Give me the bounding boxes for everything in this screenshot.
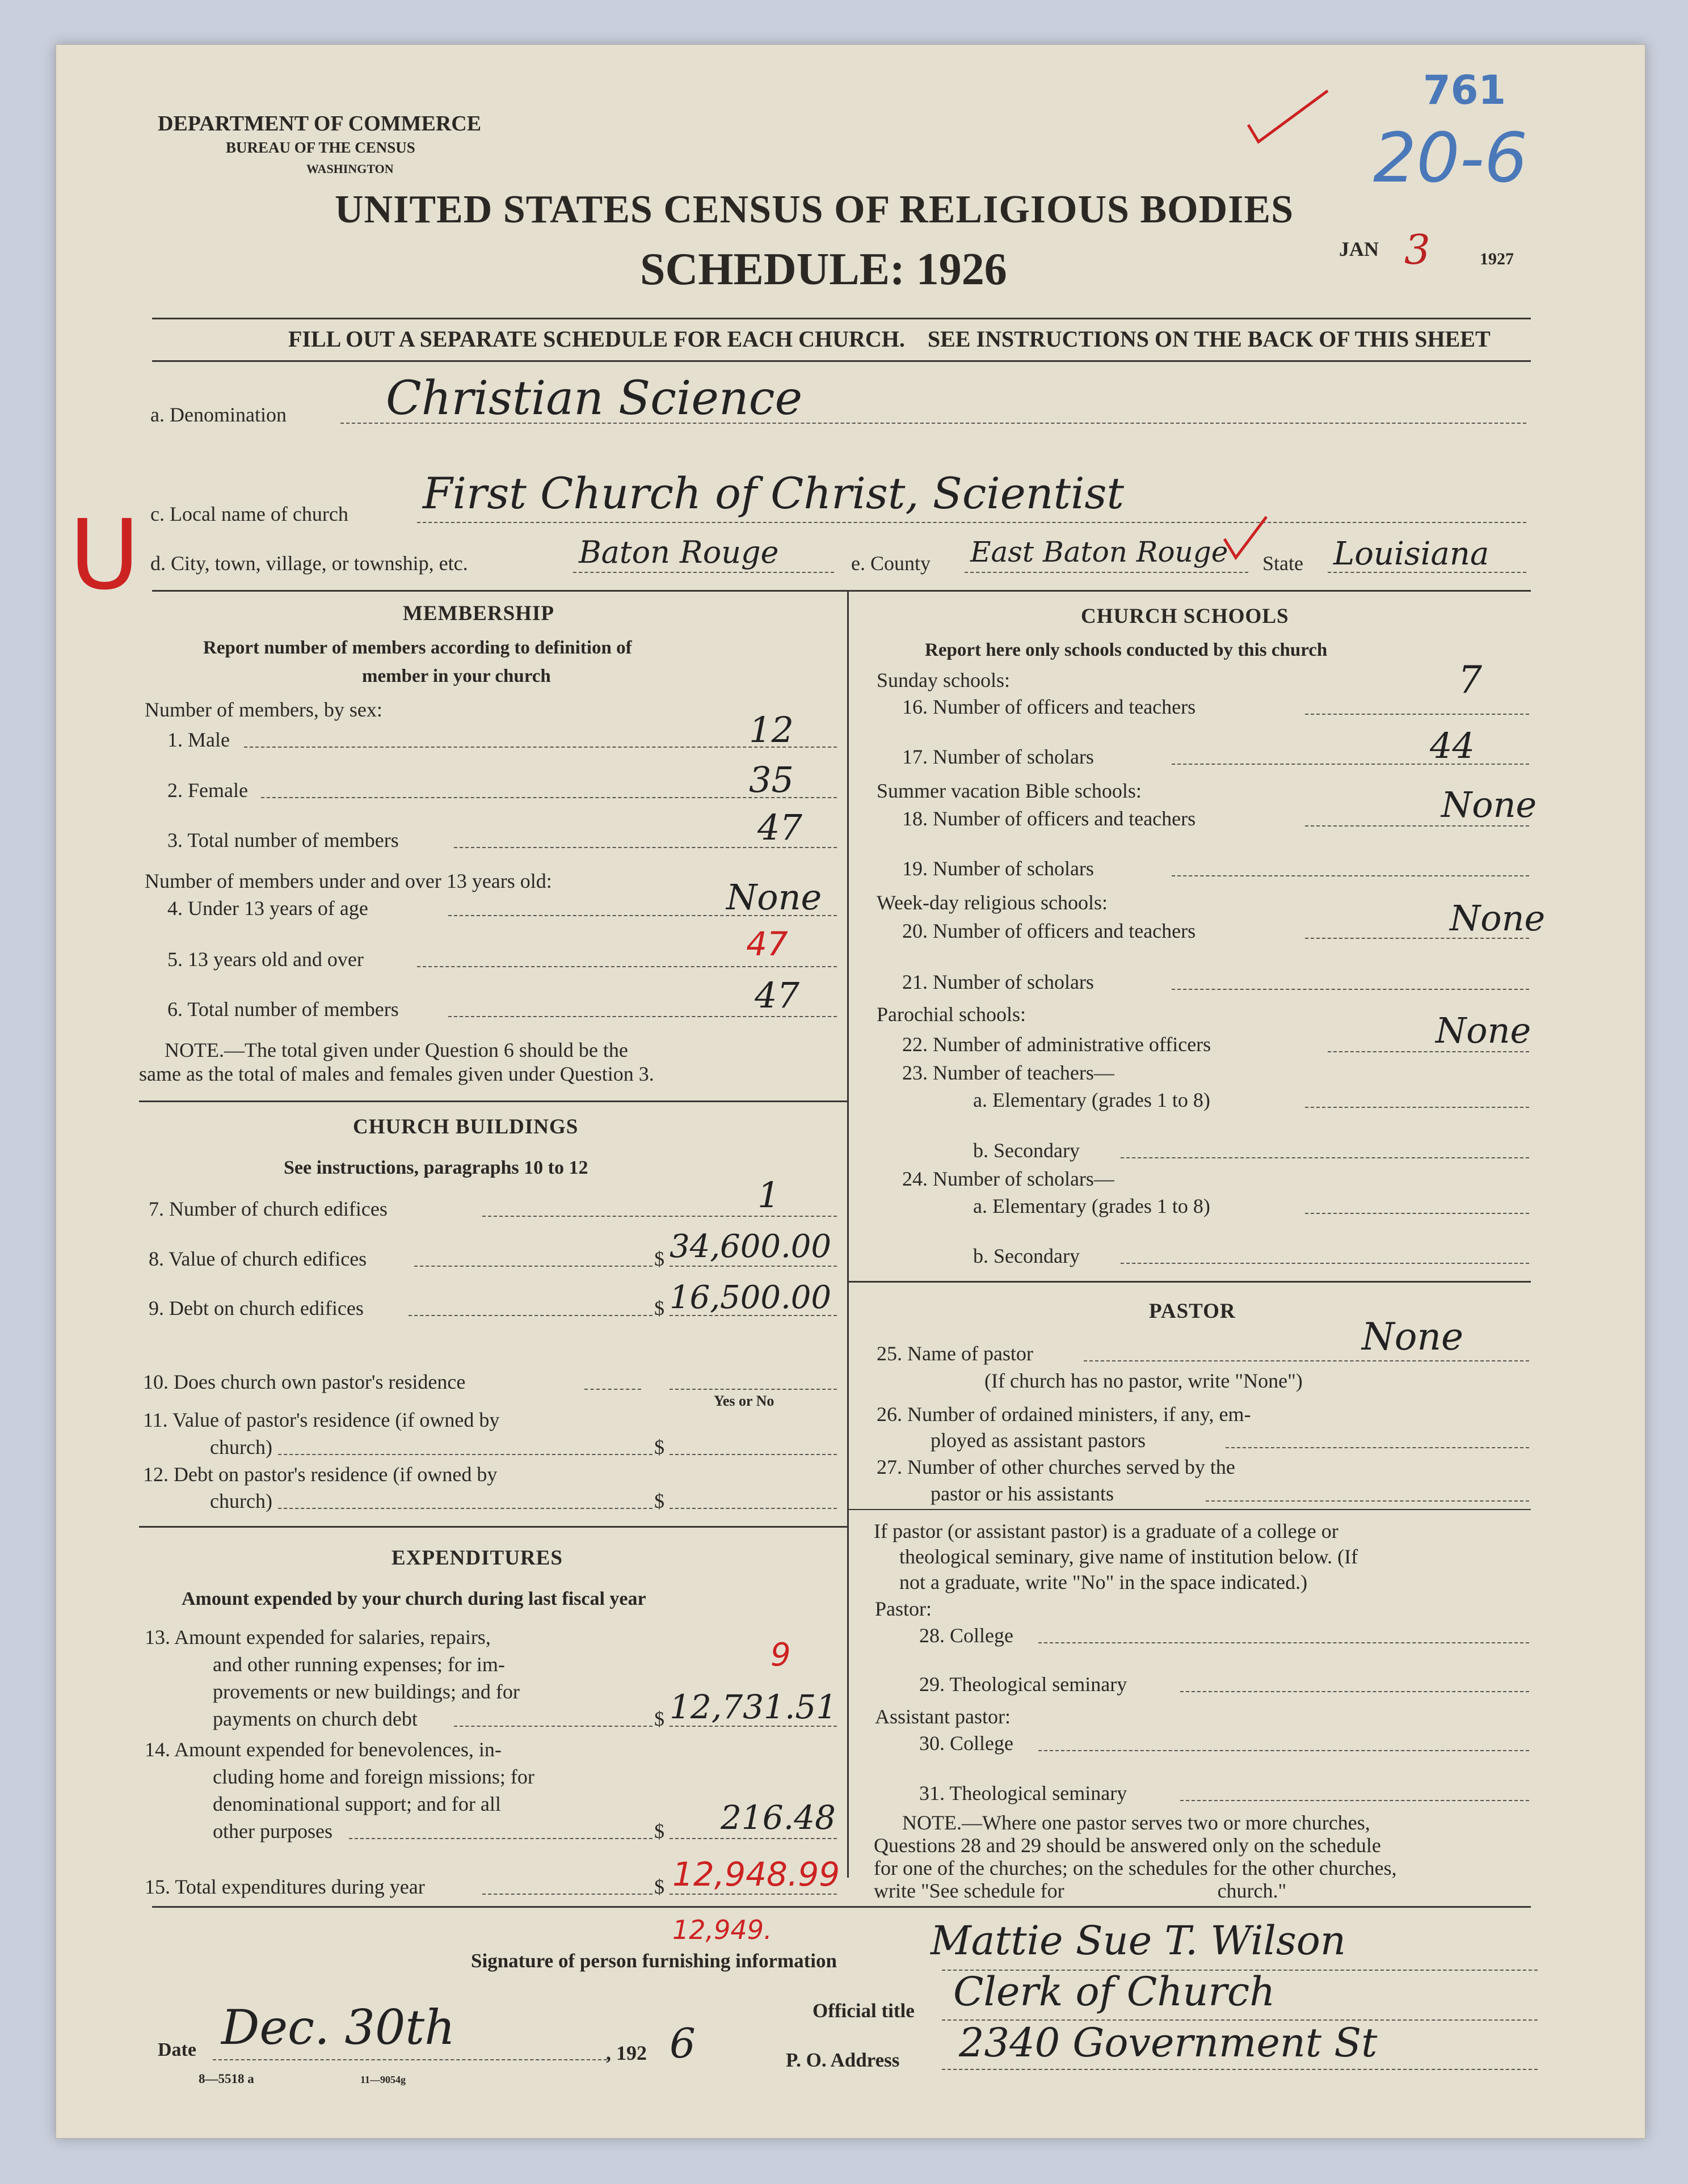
- date-label: Date: [158, 2039, 196, 2060]
- q25-value[interactable]: None: [1362, 1315, 1464, 1359]
- q22-label: 22. Number of administrative officers: [902, 1033, 1211, 1056]
- by-sex-label: Number of members, by sex:: [145, 698, 382, 721]
- q17-label: 17. Number of scholars: [902, 745, 1094, 768]
- q4-value[interactable]: None: [726, 876, 822, 918]
- expenditures-subheading: Amount expended by your church during last fiscal year: [182, 1588, 646, 1609]
- q8-line: [414, 1266, 653, 1267]
- local-name-value[interactable]: First Church of Christ, Scientist: [423, 468, 1125, 518]
- city-value[interactable]: Baton Rouge: [579, 534, 779, 570]
- po-address-label: P. O. Address: [786, 2049, 900, 2071]
- q8-label: 8. Value of church edifices: [149, 1247, 367, 1270]
- membership-note-1: NOTE.—The total given under Question 6 should be the: [165, 1039, 628, 1061]
- header-rule-bottom: [152, 360, 1531, 362]
- q12-amount-line: [670, 1508, 837, 1509]
- q10-label: 10. Does church own pastor's residence: [143, 1371, 466, 1393]
- membership-intro-1: Report number of members according to definition of: [203, 638, 632, 658]
- q14-amount-line: [670, 1838, 837, 1839]
- q7-line: [482, 1216, 837, 1217]
- q18-line: [1305, 825, 1529, 827]
- q3-value[interactable]: 47: [757, 807, 802, 848]
- year-digit[interactable]: 6: [670, 2019, 696, 2067]
- q8-value[interactable]: 34,600.00: [670, 1228, 832, 1265]
- ident-bottom-rule: [152, 590, 1531, 592]
- expenditures-heading: EXPENDITURES: [392, 1546, 563, 1570]
- q12-line: [278, 1508, 653, 1509]
- pastor-mid-rule: [847, 1509, 1531, 1510]
- weekday-schools-label: Week-day religious schools:: [877, 891, 1108, 914]
- pastor-note-2: Questions 28 and 29 should be answered only on the schedule: [874, 1834, 1381, 1857]
- q1-line: [244, 747, 837, 748]
- q10-line: [670, 1389, 837, 1390]
- q24a-label: a. Elementary (grades 1 to 8): [973, 1195, 1210, 1217]
- red-checkmark-icon: [1243, 85, 1333, 147]
- signature-label: Signature of person furnishing information: [471, 1950, 837, 1972]
- q11-dollar-sign: $: [654, 1436, 664, 1458]
- pastor-subhead: Pastor:: [875, 1597, 932, 1620]
- q18-value[interactable]: None: [1441, 784, 1537, 825]
- q23-label: 23. Number of teachers—: [902, 1061, 1114, 1084]
- q27-line-1: 27. Number of other churches served by the: [877, 1456, 1235, 1478]
- q14-line-1: 14. Amount expended for benevolences, in-: [145, 1738, 502, 1761]
- pastor-note-1: NOTE.—Where one pastor serves two or more churches,: [902, 1811, 1370, 1834]
- q15-value[interactable]: 12,948.99: [672, 1855, 840, 1894]
- pastor-note-4: write "See schedule for church.": [874, 1879, 1287, 1902]
- q11-label: 11. Value of pastor's residence (if owned by: [143, 1409, 500, 1431]
- q27-line-2: pastor or his assistants: [931, 1482, 1114, 1505]
- q5-value[interactable]: 47: [746, 925, 788, 963]
- q12-label: 12. Debt on pastor's residence (if owned by: [143, 1463, 498, 1486]
- q26-line: [1226, 1447, 1529, 1448]
- buildings-bottom-rule: [139, 1526, 847, 1528]
- received-stamp-day: 3: [1404, 226, 1430, 273]
- denomination-value[interactable]: Christian Science: [386, 372, 803, 425]
- buildings-heading: CHURCH BUILDINGS: [353, 1115, 579, 1139]
- q29-label: 29. Theological seminary: [919, 1673, 1127, 1696]
- q26-line-1: 26. Number of ordained ministers, if any, em-: [877, 1403, 1251, 1426]
- q26-line-2: ployed as assistant pastors: [931, 1429, 1146, 1452]
- pastor-note-3: for one of the churches; on the schedules for the other churches,: [874, 1857, 1397, 1879]
- q28-line: [1038, 1642, 1529, 1643]
- q12-continuation: church): [210, 1490, 272, 1512]
- date-value[interactable]: Dec. 30th: [221, 2000, 456, 2055]
- q21-line: [1172, 989, 1529, 990]
- q6-line: [448, 1016, 837, 1017]
- age-group-label: Number of members under and over 13 years old:: [145, 870, 552, 892]
- yes-no-hint: Yes or No: [714, 1393, 774, 1409]
- local-name-line: [417, 522, 1526, 523]
- membership-intro-2: member in your church: [362, 666, 551, 686]
- q13-line-3: provements or new buildings; and for: [213, 1680, 520, 1703]
- q31-label: 31. Theological seminary: [919, 1782, 1127, 1804]
- official-title-value[interactable]: Clerk of Church: [953, 1968, 1276, 2015]
- q22-value[interactable]: None: [1436, 1010, 1531, 1051]
- summer-schools-label: Summer vacation Bible schools:: [877, 779, 1142, 802]
- q8-dollar-sign: $: [654, 1247, 664, 1270]
- q31-line: [1180, 1800, 1529, 1801]
- sunday-schools-label: Sunday schools:: [877, 669, 1011, 692]
- q24b-line: [1121, 1263, 1529, 1264]
- q9-dollar-sign: $: [654, 1297, 664, 1319]
- washington-line: WASHINGTON: [306, 162, 394, 176]
- q11-continuation: church): [210, 1436, 272, 1458]
- q24b-label: b. Secondary: [973, 1245, 1080, 1267]
- q2-label: 2. Female: [167, 779, 248, 802]
- q23b-line: [1121, 1157, 1529, 1158]
- q20-label: 20. Number of officers and teachers: [902, 920, 1196, 942]
- fill-out-instruction: FILL OUT A SEPARATE SCHEDULE FOR EACH CHURCH. SEE INSTRUCTIONS ON THE BACK OF THIS SHEET: [288, 326, 1491, 352]
- year-prefix: , 192: [606, 2042, 647, 2064]
- q17-value[interactable]: 44: [1430, 725, 1475, 766]
- q4-label: 4. Under 13 years of age: [167, 897, 368, 920]
- q14-dollar-sign: $: [654, 1820, 664, 1843]
- q3-label: 3. Total number of members: [167, 829, 399, 851]
- q14-line-3: denominational support; and for all: [213, 1793, 501, 1815]
- schools-heading: CHURCH SCHOOLS: [1081, 605, 1289, 628]
- q9-line: [409, 1315, 653, 1316]
- q28-label: 28. College: [919, 1624, 1013, 1647]
- local-name-label: c. Local name of church: [150, 503, 348, 525]
- assistant-pastor-subhead: Assistant pastor:: [875, 1705, 1011, 1728]
- q24a-line: [1305, 1213, 1529, 1214]
- po-address-line: [942, 2069, 1538, 2070]
- form-title: UNITED STATES CENSUS OF RELIGIOUS BODIES: [335, 188, 1294, 231]
- q19-label: 19. Number of scholars: [902, 857, 1094, 880]
- q14-value[interactable]: 216.48: [721, 1798, 836, 1837]
- membership-note-2: same as the total of males and females given under Question 3.: [139, 1063, 654, 1085]
- q9-label: 9. Debt on church edifices: [149, 1297, 364, 1319]
- received-stamp-year: 1927: [1480, 250, 1514, 268]
- q1-value[interactable]: 12: [749, 709, 794, 751]
- print-number: 11—9054g: [360, 2074, 406, 2085]
- q13-correction: 9: [771, 1637, 791, 1673]
- q13-line-4: payments on church debt: [213, 1707, 418, 1730]
- q13-value[interactable]: 12,731.51: [670, 1688, 837, 1726]
- q25-label: 25. Name of pastor: [877, 1342, 1033, 1365]
- q5-label: 5. 13 years old and over: [167, 948, 364, 971]
- q17-line: [1172, 764, 1529, 765]
- denomination-label: a. Denomination: [150, 403, 287, 426]
- signature-value[interactable]: Mattie Sue T. Wilson: [931, 1917, 1346, 1964]
- q1-label: 1. Male: [167, 728, 230, 751]
- q11-amount-line: [670, 1454, 837, 1455]
- state-value[interactable]: Louisiana: [1333, 536, 1489, 572]
- q27-line: [1206, 1500, 1529, 1502]
- state-label: State: [1262, 552, 1303, 575]
- po-address-value[interactable]: 2340 Government St: [959, 2019, 1378, 2066]
- q7-label: 7. Number of church edifices: [149, 1198, 388, 1220]
- q15-dots: [482, 1894, 653, 1895]
- q15-amount-line: [670, 1894, 837, 1895]
- schools-subheading: Report here only schools conducted by this church: [925, 640, 1328, 660]
- county-line: [965, 572, 1248, 573]
- margin-mark-u: U: [69, 499, 140, 612]
- city-line: [573, 572, 834, 573]
- membership-bottom-rule: [139, 1101, 847, 1102]
- q9-value[interactable]: 16,500.00: [670, 1279, 832, 1316]
- q15-correction: 12,949.: [672, 1915, 772, 1945]
- q8-amount-line: [670, 1266, 837, 1267]
- date-line: [213, 2059, 607, 2060]
- official-title-label: Official title: [813, 2000, 915, 2022]
- q15-label: 15. Total expenditures during year: [145, 1875, 425, 1898]
- q18-label: 18. Number of officers and teachers: [902, 807, 1196, 830]
- bureau-line: BUREAU OF THE CENSUS: [226, 139, 415, 156]
- q16-label: 16. Number of officers and teachers: [902, 695, 1196, 718]
- q10-dots: [584, 1389, 641, 1390]
- q23b-label: b. Secondary: [973, 1139, 1080, 1162]
- q25-line: [1084, 1360, 1529, 1361]
- parochial-schools-label: Parochial schools:: [877, 1003, 1026, 1026]
- q6-label: 6. Total number of members: [167, 998, 399, 1021]
- q14-dots: [349, 1838, 653, 1839]
- city-label: d. City, town, village, or township, etc.: [150, 552, 468, 575]
- membership-heading: MEMBERSHIP: [403, 602, 554, 625]
- q16-line: [1305, 714, 1529, 715]
- schedule-year: SCHEDULE: 1926: [640, 244, 1007, 294]
- reference-code: 20-6: [1373, 119, 1528, 198]
- pastor-heading: PASTOR: [1149, 1300, 1236, 1323]
- graduate-note-1: If pastor (or assistant pastor) is a graduate of a college or: [874, 1520, 1338, 1542]
- received-stamp-month: JAN: [1339, 238, 1379, 260]
- q16-value[interactable]: 7: [1458, 658, 1482, 702]
- q30-line: [1038, 1750, 1529, 1751]
- q19-line: [1172, 875, 1529, 876]
- q23a-label: a. Elementary (grades 1 to 8): [973, 1089, 1210, 1111]
- column-divider: [847, 590, 849, 1878]
- q13-line-2: and other running expenses; for im-: [213, 1653, 505, 1676]
- q20-value[interactable]: None: [1450, 897, 1546, 939]
- q24-label: 24. Number of scholars—: [902, 1167, 1114, 1190]
- q13-dots: [454, 1726, 653, 1727]
- q2-value[interactable]: 35: [749, 759, 794, 800]
- q12-dollar-sign: $: [654, 1490, 664, 1512]
- buildings-subheading: See instructions, paragraphs 10 to 12: [284, 1157, 588, 1178]
- q22-line: [1328, 1051, 1529, 1052]
- schools-bottom-rule: [847, 1281, 1531, 1283]
- q21-label: 21. Number of scholars: [902, 971, 1094, 993]
- county-value[interactable]: East Baton Rouge: [970, 536, 1228, 568]
- graduate-note-3: not a graduate, write "No" in the space indicated.): [899, 1571, 1308, 1593]
- q23a-line: [1305, 1107, 1529, 1108]
- q14-line-4: other purposes: [213, 1820, 332, 1843]
- q6-value[interactable]: 47: [755, 975, 799, 1016]
- q7-value[interactable]: 1: [757, 1174, 780, 1216]
- header-rule-top: [152, 318, 1531, 319]
- q11-line: [278, 1454, 653, 1455]
- q13-dollar-sign: $: [654, 1707, 664, 1730]
- q14-line-2: cluding home and foreign missions; for: [213, 1765, 534, 1788]
- county-label: e. County: [851, 552, 931, 575]
- form-number: 8—5518 a: [199, 2072, 254, 2086]
- graduate-note-2: theological seminary, give name of institution below. (If: [899, 1545, 1358, 1568]
- q15-dollar-sign: $: [654, 1875, 664, 1898]
- footer-top-rule: [152, 1906, 1531, 1908]
- q13-line-1: 13. Amount expended for salaries, repairs,: [145, 1626, 491, 1648]
- q25-note: (If church has no pastor, write "None"): [984, 1369, 1303, 1392]
- q30-label: 30. College: [919, 1732, 1013, 1755]
- department-line: DEPARTMENT OF COMMERCE: [158, 112, 482, 136]
- q5-line: [417, 966, 837, 967]
- q29-line: [1180, 1691, 1529, 1692]
- reference-number: 761: [1423, 67, 1506, 113]
